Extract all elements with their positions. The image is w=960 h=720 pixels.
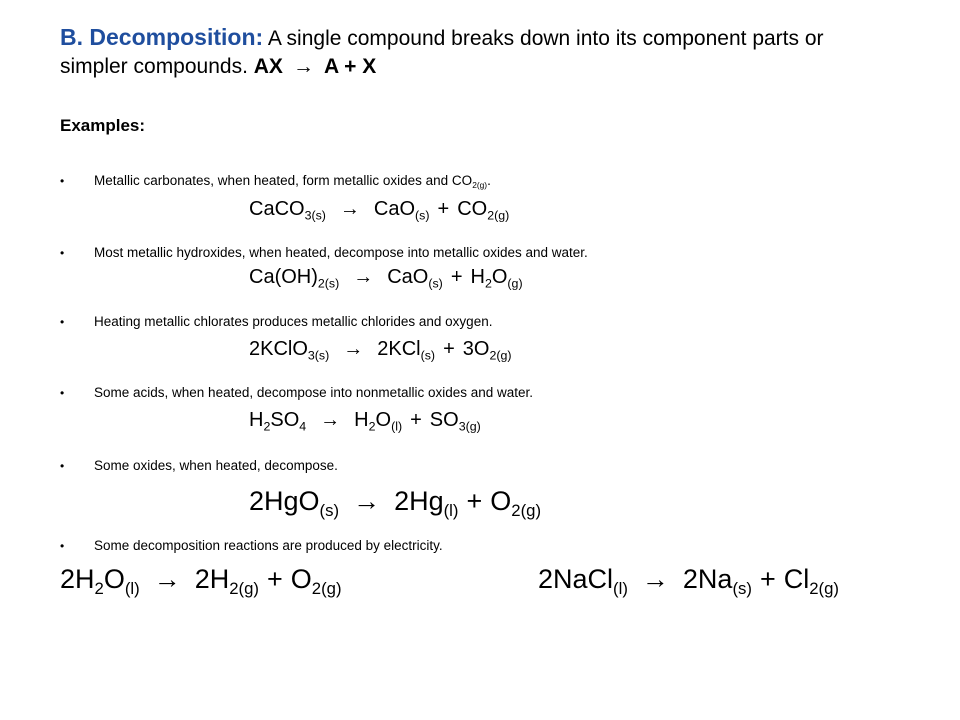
general-eq-products: A + X: [323, 55, 377, 78]
equation-caco3: CaCO$_{3(s)}$ → $CaO_{(s)} + CO_{2(g)}$: [249, 198, 510, 223]
general-eq-reactant: AX: [253, 55, 283, 78]
heading-line-2: [60, 52, 376, 82]
equation-nacl: 2NaCl$_{(l)}$ → $2Na_{(s)} + Cl_{2(g)}$: [538, 564, 839, 598]
definition-text-1: A single compound breaks down into its component parts or: [267, 27, 824, 50]
bullet-dot: •: [60, 459, 65, 473]
equation-h2so4: $H_2SO_4 \to H_2O_{(l)} + SO_{3(g)}$: [249, 409, 481, 434]
heading-line-1: [60, 22, 824, 54]
bullet-electricity: • Some decomposition reactions are produced by electricity.: [60, 538, 443, 553]
examples-label: Examples:: [60, 116, 146, 135]
bullet-hydroxides: • Most metallic hydroxides, when heated, decompose into metallic oxides and water.: [60, 245, 588, 260]
equation-h2o: $2H_2O_{(l)} \to 2H_{2(g)} + O_{2(g)}$: [60, 564, 342, 598]
bullet-dot: •: [60, 315, 65, 329]
bullet-chlorates: • Heating metallic chlorates produces metallic chlorides and oxygen.: [60, 314, 493, 329]
general-eq-arrow: →: [292, 55, 314, 78]
bullet-dot: •: [60, 386, 65, 400]
equation-hgo: $2HgO_{(s)} \to 2Hg_{(l)} + O_{2(g)}$: [249, 486, 542, 520]
section-title: B. Decomposition:: [60, 24, 264, 50]
bullet-dot: •: [60, 246, 65, 260]
bullet-acids: • Some acids, when heated, decompose into nonmetallic oxides and water.: [60, 385, 534, 400]
equation-kclo3: 2KClO$_{3(s)}$ → $2KCl_{(s)} + 3O_{2(g)}$: [249, 338, 512, 363]
equation-caoh2: $Ca(OH)_{2(s)} \to CaO_{(s)} + H_2O_{(g)}$: [249, 266, 523, 291]
bullet-carbonates: • Metallic carbonates, when heated, form metallic oxides and $CO_{2(g)}$.: [60, 173, 491, 190]
definition-text-2: simpler compounds.: [60, 55, 248, 78]
bullet-dot: •: [60, 539, 65, 553]
bullet-dot: •: [60, 174, 65, 188]
bullet-oxides: • Some oxides, when heated, decompose.: [60, 458, 338, 473]
